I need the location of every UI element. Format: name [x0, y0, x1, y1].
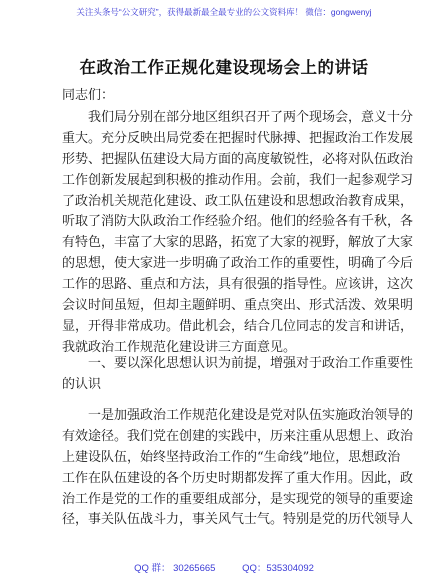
- text-line: 有特色，丰富了大家的思路，拓宽了大家的视野，解放了大家: [62, 235, 414, 251]
- text-line: 一是加强政治工作规范化建设是党对队伍实施政治领导的: [88, 408, 414, 423]
- text-line: 我们局分别在部分地区组织召开了两个现场会，意义十分: [88, 110, 414, 125]
- footer-contact: [0, 560, 448, 574]
- header-banner: 关注头条号“公文研究”，获得最新最全最专业的公文资料库！ 微信：gongwenyj: [76, 7, 372, 17]
- text-line: 了政治机关规范化建设、政工队伍建设和思想政治教育成果，: [62, 193, 414, 209]
- paragraph-1: [62, 108, 414, 359]
- text-line: 工作创新发展起到积极的推动作用。会前，我们一起参观学习: [62, 172, 414, 188]
- text-line: 听取了消防大队政治工作经验介绍。他们的经验各有千秋，各: [62, 214, 414, 230]
- text-line: 有效途径。我们党在创建的实践中，历来注重从思想上、政治: [62, 428, 414, 444]
- document-title: 在政治工作正规化建设现场会上的讲话: [79, 58, 369, 77]
- text-line: 会议时间虽短，但却主题鲜明、重点突出、形式活泼、效果明: [62, 298, 414, 314]
- text-line: 治工作是党的工作的重要组成部分，是实现党的领导的重要途: [62, 491, 414, 507]
- text-line: 径，事关队伍战斗力，事关风气士气。特别是党的历代领导人: [62, 512, 414, 528]
- heading-line: 一、要以深化思想认识为前提，增强对于政治工作重要性: [88, 356, 414, 371]
- text-line: 显，开得非常成功。借此机会，结合几位同志的发言和讲话，: [62, 318, 414, 334]
- paragraph-2: [62, 406, 414, 531]
- text-line: 我就政治工作规范化建设讲三方面意见。: [62, 339, 297, 355]
- footer-qq: QQ：535304092: [242, 563, 314, 574]
- section-heading-1: [62, 354, 414, 396]
- heading-line: 的认识: [62, 376, 102, 392]
- text-line: 上建设队伍，始终坚持政治工作的“生命线”地位，思想政治: [62, 449, 401, 465]
- text-line: 工作在队伍建设的各个历史时期都发挥了重大作用。因此，政: [62, 470, 414, 486]
- footer-qq-group: QQ 群： 30265665: [134, 563, 216, 574]
- text-line: 的思想，使大家进一步明确了政治工作的重要性，明确了今后: [62, 256, 414, 272]
- text-line: 重大。充分反映出局党委在把握时代脉搏、把握政治工作发展: [62, 130, 414, 146]
- text-line: 工作的思路、重点和方法，具有很强的指导性。应该讲，这次: [62, 277, 414, 293]
- greeting: 同志们：: [62, 88, 115, 103]
- text-line: 形势、把握队伍建设大局方面的高度敏锐性，必将对队伍政治: [62, 151, 414, 167]
